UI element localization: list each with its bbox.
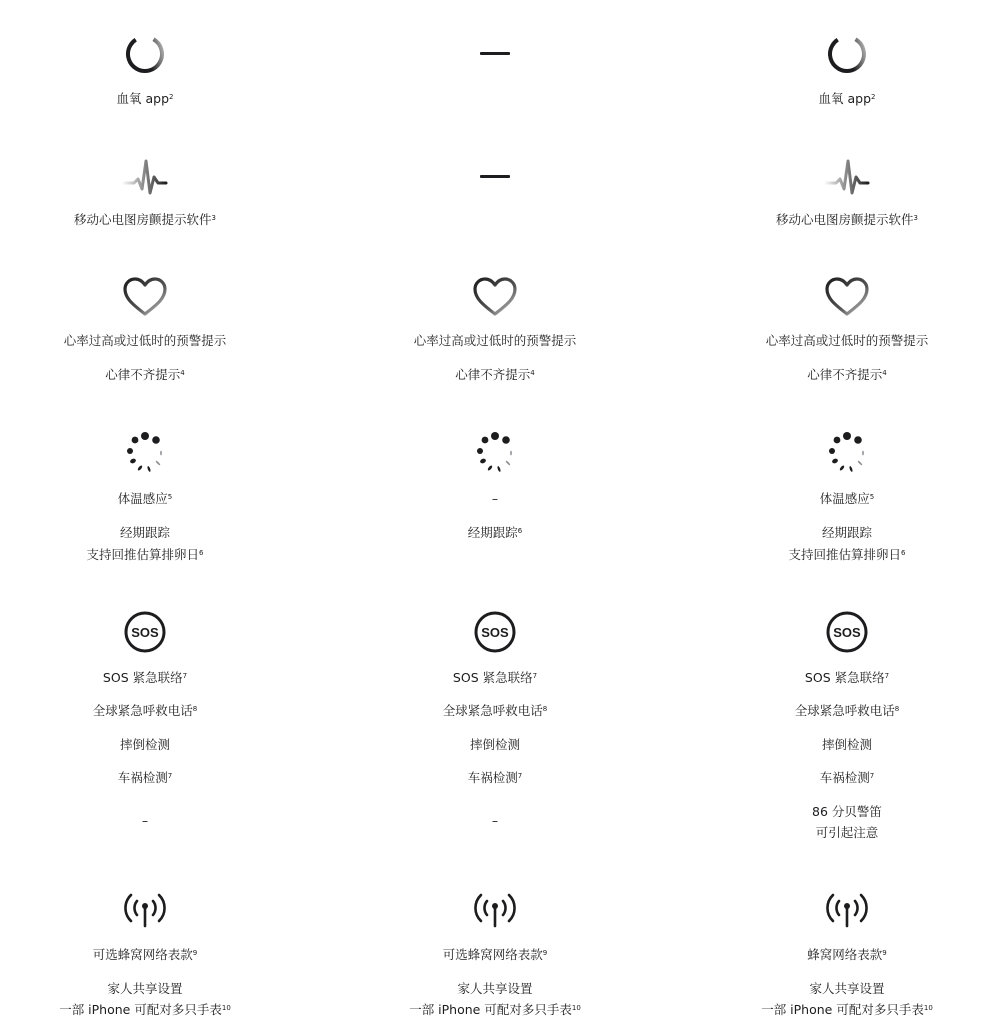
siren-unavailable — [0, 810, 295, 832]
heart-icon — [0, 272, 295, 322]
sos-icon — [345, 607, 645, 657]
unavailable-dash-icon — [345, 151, 645, 201]
footnote-ref: 8 — [192, 705, 198, 713]
emergency-sos — [0, 667, 295, 689]
temperature-sensor-icon — [0, 428, 295, 478]
cellular-models — [0, 944, 295, 966]
family-setup-text: 家人共享设置 — [107, 981, 183, 996]
high-low-heart-rate-alert-text: 心率过高或过低时的预警提示 — [63, 333, 227, 348]
footnote-ref: 8 — [542, 705, 548, 713]
product-column — [0, 0, 295, 1029]
family-setup — [0, 978, 295, 1000]
blood-oxygen-label-text: 血氧 app — [818, 91, 872, 106]
ecg-icon — [0, 152, 295, 202]
footnote-ref: 9 — [882, 949, 887, 957]
irregular-rhythm-alert — [345, 364, 645, 386]
crash-detection-text: 车祸检测 — [117, 770, 168, 785]
siren-unavailable-text: – — [491, 813, 499, 828]
crash-detection-text: 车祸检测 — [467, 770, 518, 785]
family-setup — [345, 978, 645, 1000]
footnote-ref: 3 — [211, 214, 216, 222]
retrospective-ovulation — [0, 544, 295, 566]
fall-detection — [697, 734, 997, 756]
irregular-rhythm-alert — [697, 364, 997, 386]
footnote-ref: 7 — [167, 772, 173, 780]
iphone-pairing-text: 一部 iPhone 可配对多只手表 — [409, 1002, 572, 1017]
temperature-sensing-text: 体温感应 — [117, 491, 168, 506]
temperature-sensing-text: 体温感应 — [819, 491, 870, 506]
international-emergency-calling-text: 全球紧急呼救电话 — [794, 703, 895, 718]
iphone-pairing — [0, 999, 295, 1021]
blood-oxygen-icon — [697, 29, 997, 79]
cellular-antenna-icon — [345, 884, 645, 934]
irregular-rhythm-alert-text: 心律不齐提示 — [807, 367, 883, 382]
iphone-pairing — [697, 999, 997, 1021]
cycle-tracking-text: 经期跟踪 — [119, 525, 170, 540]
footnote-ref: 6 — [199, 549, 204, 557]
footnote-ref: 4 — [180, 369, 185, 377]
fall-detection-text: 摔倒检测 — [821, 737, 872, 752]
heart-icon — [697, 272, 997, 322]
emergency-sos-text: SOS 紧急联络 — [102, 670, 183, 685]
fall-detection-text: 摔倒检测 — [469, 737, 520, 752]
temperature-sensing — [345, 488, 645, 510]
fall-detection — [345, 734, 645, 756]
siren-unavailable-text: – — [141, 813, 149, 828]
cellular-antenna-icon — [0, 884, 295, 934]
footnote-ref: 4 — [530, 369, 535, 377]
emergency-sos-text: SOS 紧急联络 — [452, 670, 533, 685]
retrospective-ovulation-text: 支持回推估算排卵日 — [788, 547, 902, 562]
emergency-sos — [345, 667, 645, 689]
family-setup — [697, 978, 997, 1000]
footnote-ref: 7 — [182, 672, 188, 680]
international-emergency-calling — [0, 700, 295, 722]
international-emergency-calling — [697, 700, 997, 722]
temperature-sensor-icon — [697, 428, 997, 478]
fall-detection-text: 摔倒检测 — [119, 737, 170, 752]
siren-unavailable — [345, 810, 645, 832]
irregular-rhythm-alert-text: 心律不齐提示 — [105, 367, 181, 382]
high-low-heart-rate-alert — [0, 330, 295, 352]
crash-detection — [697, 767, 997, 789]
high-low-heart-rate-alert-text: 心率过高或过低时的预警提示 — [765, 333, 929, 348]
footnote-ref: 6 — [901, 549, 906, 557]
iphone-pairing-text: 一部 iPhone 可配对多只手表 — [761, 1002, 924, 1017]
siren-subtitle — [697, 822, 997, 844]
high-low-heart-rate-alert — [345, 330, 645, 352]
cycle-tracking — [0, 522, 295, 544]
temperature-sensor-icon — [345, 428, 645, 478]
crash-detection — [345, 767, 645, 789]
high-low-heart-rate-alert-text: 心率过高或过低时的预警提示 — [413, 333, 577, 348]
product-column — [345, 0, 645, 1029]
crash-detection — [0, 767, 295, 789]
emergency-sos-text: SOS 紧急联络 — [804, 670, 885, 685]
footnote-ref: 5 — [167, 493, 173, 501]
irregular-rhythm-alert-text: 心律不齐提示 — [455, 367, 531, 382]
international-emergency-calling-text: 全球紧急呼救电话 — [92, 703, 193, 718]
siren — [697, 801, 997, 823]
cellular-models — [697, 944, 997, 966]
family-setup-text: 家人共享设置 — [457, 981, 533, 996]
ecg-label-text: 移动心电图房颤提示软件 — [74, 212, 212, 227]
iphone-pairing-text: 一部 iPhone 可配对多只手表 — [59, 1002, 222, 1017]
cellular-antenna-icon — [697, 884, 997, 934]
footnote-ref: 7 — [884, 672, 890, 680]
international-emergency-calling — [345, 700, 645, 722]
ecg-label — [0, 209, 295, 231]
footnote-ref: 10 — [221, 1004, 231, 1012]
svg-text:SOS: SOS — [481, 625, 509, 640]
footnote-ref: 4 — [882, 369, 887, 377]
cellular-models-text: 可选蜂窝网络表款 — [442, 947, 543, 962]
temperature-sensing — [0, 488, 295, 510]
product-column — [697, 0, 997, 1029]
footnote-ref: 7 — [869, 772, 875, 780]
fall-detection — [0, 734, 295, 756]
footnote-ref: 5 — [869, 493, 875, 501]
footnote-ref: 2 — [871, 93, 876, 101]
blood-oxygen-label-text: 血氧 app — [116, 91, 170, 106]
blood-oxygen-label — [697, 88, 997, 110]
cellular-models — [345, 944, 645, 966]
footnote-ref: 6 — [517, 527, 523, 535]
crash-detection-text: 车祸检测 — [819, 770, 870, 785]
cellular-models-text: 蜂窝网络表款 — [807, 947, 883, 962]
heart-icon — [345, 272, 645, 322]
siren-text: 86 分贝警笛 — [812, 804, 882, 819]
high-low-heart-rate-alert — [697, 330, 997, 352]
international-emergency-calling-text: 全球紧急呼救电话 — [442, 703, 543, 718]
footnote-ref: 2 — [169, 93, 174, 101]
footnote-ref: 8 — [894, 705, 900, 713]
svg-text:SOS: SOS — [833, 625, 861, 640]
svg-text:SOS: SOS — [131, 625, 159, 640]
iphone-pairing — [345, 999, 645, 1021]
blood-oxygen-label — [0, 88, 295, 110]
footnote-ref: 10 — [571, 1004, 581, 1012]
irregular-rhythm-alert — [0, 364, 295, 386]
footnote-ref: 9 — [192, 949, 198, 957]
cellular-models-text: 可选蜂窝网络表款 — [92, 947, 193, 962]
siren-subtitle-text: 可引起注意 — [815, 825, 879, 840]
footnote-ref: 10 — [923, 1004, 933, 1012]
temperature-sensing-text: – — [491, 491, 499, 506]
cycle-tracking — [345, 522, 645, 544]
sos-icon — [697, 607, 997, 657]
ecg-icon — [697, 152, 997, 202]
unavailable-dash-icon — [345, 28, 645, 78]
cycle-tracking — [697, 522, 997, 544]
ecg-label-text: 移动心电图房颤提示软件 — [776, 212, 914, 227]
family-setup-text: 家人共享设置 — [809, 981, 885, 996]
retrospective-ovulation — [697, 544, 997, 566]
retrospective-ovulation-text: 支持回推估算排卵日 — [86, 547, 200, 562]
footnote-ref: 7 — [532, 672, 538, 680]
cycle-tracking-text: 经期跟踪 — [467, 525, 518, 540]
footnote-ref: 7 — [517, 772, 523, 780]
cycle-tracking-text: 经期跟踪 — [821, 525, 872, 540]
temperature-sensing — [697, 488, 997, 510]
footnote-ref: 9 — [542, 949, 548, 957]
footnote-ref: 3 — [913, 214, 918, 222]
ecg-label — [697, 209, 997, 231]
blood-oxygen-icon — [0, 29, 295, 79]
sos-icon — [0, 607, 295, 657]
emergency-sos — [697, 667, 997, 689]
